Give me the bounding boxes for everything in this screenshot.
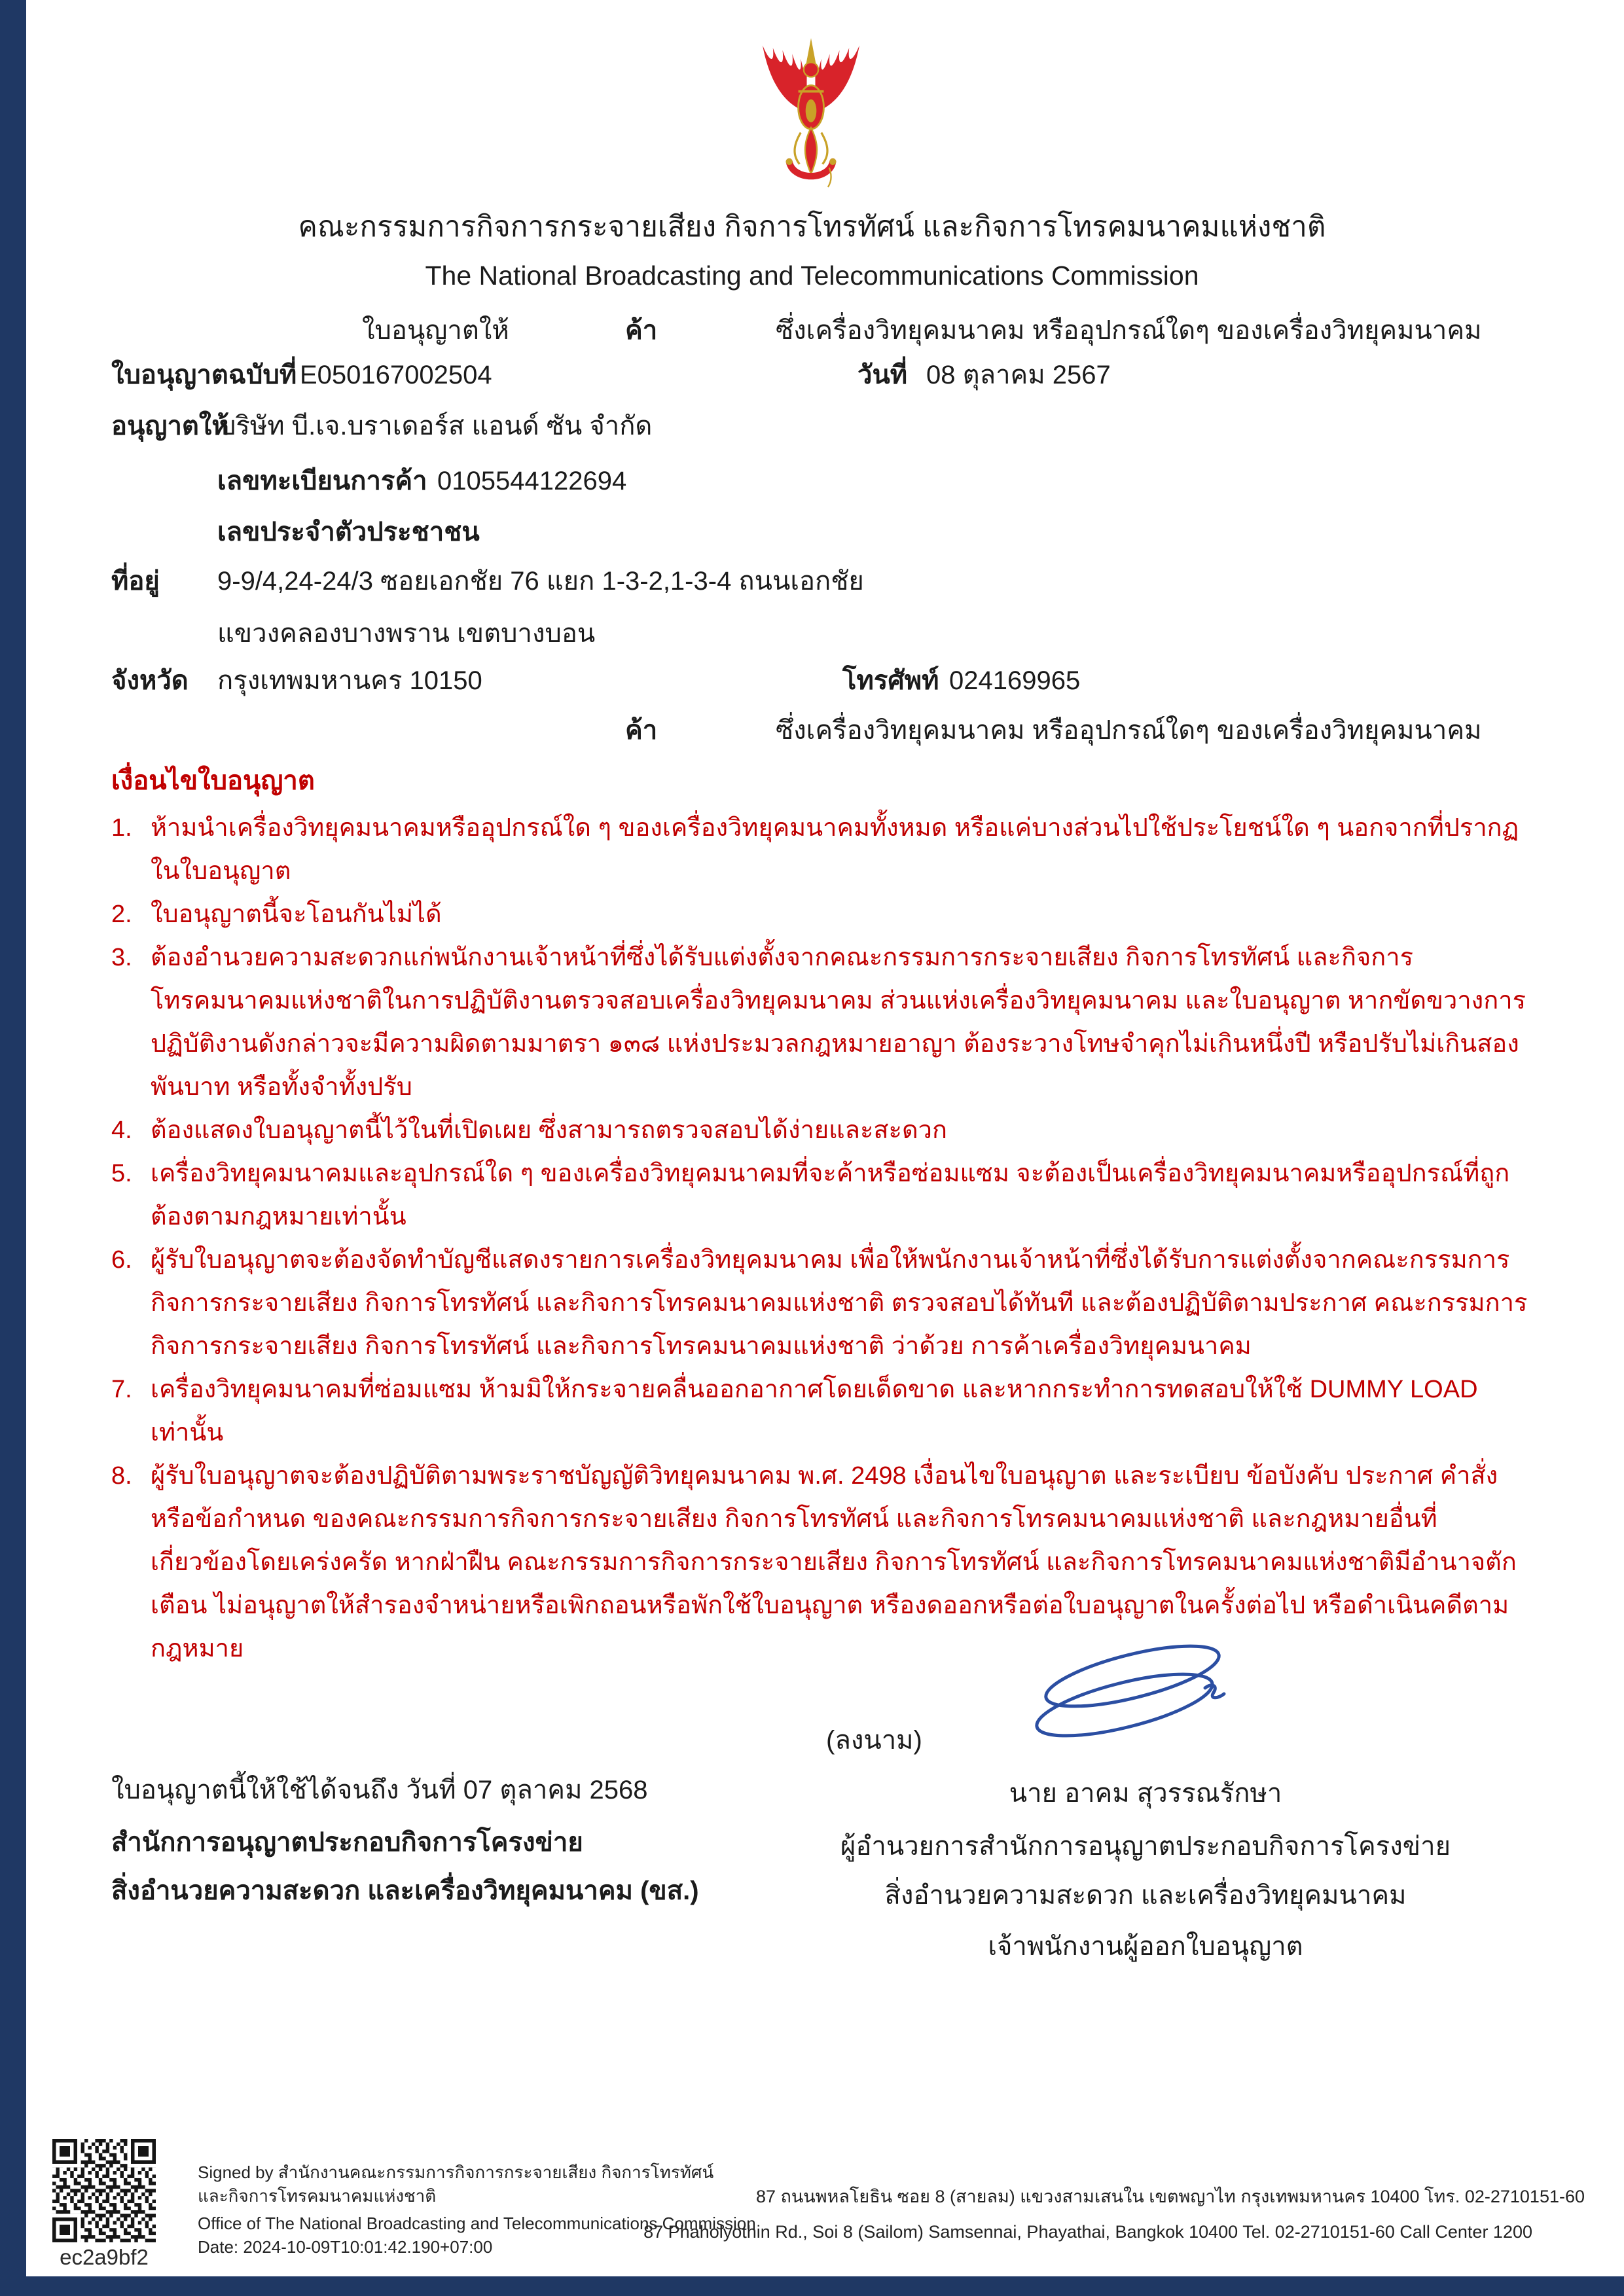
condition-text: เครื่องวิทยุคมนาคมและอุปกรณ์ใด ๆ ของเครื่องวิทยุคมนาคมที่จะค้าหรือซ่อมแซม จะต้องเป็นเครื่องวิทยุคมนาคมหรืออุปกรณ์ที่ถูกต้องตามกฎหมายเท่านั้น (151, 1160, 1510, 1230)
province-label: จังหวัด (111, 666, 189, 695)
trade-registration-label: เลขทะเบียนการค้า (217, 467, 427, 495)
condition-text: ผู้รับใบอนุญาตจะต้องปฏิบัติตามพระราชบัญญัติวิทยุคมนาคม พ.ศ. 2498 เงื่อนไขใบอนุญาต และระเบียบ ข้อบังคับ ประกาศ คำสั่ง หรือข้อกำหนด ของคณะกรรมการกิจการกระจายเสียง กิจการโทรทัศน์ และกิจการโทรคมนาคมแห่งชาติ และกฎหมายอื่นที่เกี่ยวข้องโดยเคร่งครัด หากฝ่าฝืน คณะกรรมการกิจการกระจายเสียง กิจการโทรทัศน์ และกิจการโทรคมนาคมแห่งชาติมีอำนาจตักเตือน ไม่อนุญาตให้สำรองจำหน่ายหรือเพิกถอนหรือพักใช้ใบอนุญาต หรืองดออกหรือต่อใบอนุญาตในครั้งต่อไป หรือดำเนินคดีตามกฎหมาย (151, 1462, 1517, 1662)
valid-until-text: ใบอนุญาตนี้ให้ใช้ได้จนถึง วันที่ 07 ตุลาคม 2568 (111, 1776, 648, 1804)
condition-text: ห้ามนำเครื่องวิทยุคมนาคมหรืออุปกรณ์ใด ๆ ของเครื่องวิทยุคมนาคมทั้งหมด หรือแค่บางส่วนไปใช้ประโยชน์ใด ๆ นอกจากที่ปรากฏในใบอนุญาต (151, 814, 1519, 885)
phone-label: โทรศัพท์ (842, 666, 939, 695)
condition-text: เครื่องวิทยุคมนาคมที่ซ่อมแซม ห้ามมิให้กระจายคลื่นออกอากาศโดยเด็ดขาด และหากกระทำการทดสอบให้ใช้ DUMMY LOAD เท่านั้น (151, 1376, 1478, 1446)
condition-item (111, 1368, 1532, 1454)
license-number-label: ใบอนุญาตฉบับที่ (111, 361, 297, 389)
license-action: ค้า (625, 316, 658, 345)
footer-address-th: 87 ถนนพหลโยธิน ซอย 8 (สายลม) แขวงสามเสนใน เขตพญาไท กรุงเทพมหานคร 10400 โทร. 02-2710151-60 (755, 2187, 1585, 2206)
signed-by-line1: Signed by สำนักงานคณะกรรมการกิจการกระจายเสียง กิจการโทรทัศน์ (198, 2162, 714, 2182)
address-line1: 9-9/4,24-24/3 ซอยเอกชัย 76 แยก 1-3-2,1-3-4 ถนนเอกชัย (217, 567, 864, 596)
condition-item (111, 1152, 1532, 1238)
org-title-en: The National Broadcasting and Telecommunications Commission (425, 260, 1199, 291)
issue-date-value: 08 ตุลาคม 2567 (926, 361, 1111, 389)
license-number-value: E050167002504 (300, 361, 492, 389)
qr-code (52, 2139, 156, 2242)
left-border (0, 0, 26, 2296)
issuing-office-line2: สิ่งอำนวยความสะดวก และเครื่องวิทยุคมนาคม (ขส.) (111, 1876, 699, 1905)
condition-number: 7. (111, 1376, 132, 1403)
condition-text: ใบอนุญาตนี้จะโอนกันไม่ได้ (151, 901, 442, 928)
condition-number: 2. (111, 901, 132, 928)
trade-registration-value: 0105544122694 (437, 467, 627, 495)
bottom-border (0, 2276, 1624, 2296)
sign-label: (ลงนาม) (826, 1726, 922, 1755)
condition-item (111, 1109, 1532, 1152)
address-line2: แขวงคลองบางพราน เขตบางบอน (217, 619, 596, 648)
condition-item (111, 893, 1532, 936)
garuda-emblem (738, 34, 884, 192)
address-label: ที่อยู่ (111, 567, 160, 596)
signer-title-1: ผู้อำนวยการสำนักการอนุญาตประกอบกิจการโครงข่าย (840, 1832, 1451, 1861)
signed-date: Date: 2024-10-09T10:01:42.190+07:00 (198, 2237, 493, 2257)
condition-number: 8. (111, 1462, 132, 1490)
condition-item (111, 936, 1532, 1109)
condition-text: ต้องอำนวยความสะดวกแก่พนักงานเจ้าหน้าที่ซึ่งได้รับแต่งตั้งจากคณะกรรมการกระจายเสียง กิจการโทรทัศน์ และกิจการโทรคมนาคมแห่งชาติในการปฏิบัติงานตรวจสอบเครื่องวิทยุคมนาคม ส่วนแห่งเครื่องวิทยุคมนาคม และใบอนุญาต หากขัดขวางการปฏิบัติงานดังกล่าวจะมีความผิดตามมาตรา ๑๓๘ แห่งประมวลกฎหมายอาญา ต้องระวางโทษจำคุกไม่เกินหนึ่งปี หรือปรับไม่เกินสองพันบาท หรือทั้งจำทั้งปรับ (151, 944, 1526, 1101)
condition-item (111, 1238, 1532, 1368)
trade-action-label: ค้า (625, 716, 658, 745)
office-name-en: Office of The National Broadcasting and Telecommunications Commission (198, 2214, 756, 2233)
condition-number: 6. (111, 1246, 132, 1274)
license-grant-label: ใบอนุญาตให้ (362, 316, 509, 345)
condition-text: ต้องแสดงใบอนุญาตนี้ไว้ในที่เปิดเผย ซึ่งสามารถตรวจสอบได้ง่ายและสะดวก (151, 1117, 947, 1144)
province-value: กรุงเทพมหานคร 10150 (217, 666, 482, 695)
conditions-list (111, 806, 1532, 1670)
signed-by-line2: และกิจการโทรคมนาคมแห่งชาติ (198, 2186, 437, 2206)
condition-number: 1. (111, 814, 132, 842)
condition-item (111, 806, 1532, 893)
condition-item (111, 1454, 1532, 1670)
condition-text: ผู้รับใบอนุญาตจะต้องจัดทำบัญชีแสดงรายการเครื่องวิทยุคมนาคม เพื่อให้พนักงานเจ้าหน้าที่ซึ่งได้รับการแต่งตั้งจากคณะกรรมการกิจการกระจายเสียง กิจการโทรทัศน์ และกิจการโทรคมนาคมแห่งชาติ ตรวจสอบได้ทันที และต้องปฏิบัติตามประกาศ คณะกรรมการกิจการกระจายเสียง กิจการโทรทัศน์ และกิจการโทรคมนาคมแห่งชาติ ว่าด้วย การค้าเครื่องวิทยุคมนาคม (151, 1246, 1528, 1360)
licensee-value: บริษัท บี.เจ.บราเดอร์ส แอนด์ ซัน จำกัด (219, 412, 653, 440)
license-object: ซึ่งเครื่องวิทยุคมนาคม หรืออุปกรณ์ใดๆ ของเครื่องวิทยุคมนาคม (776, 316, 1482, 345)
footer-address-en: 87 Phaholyothin Rd., Soi 8 (Sailom) Samsennai, Phayathai, Bangkok 10400 Tel. 02-2710151-60 Call Center 1200 (643, 2222, 1532, 2242)
org-title-th: คณะกรรมการกิจการกระจายเสียง กิจการโทรทัศน์ และกิจการโทรคมนาคมแห่งชาติ (298, 211, 1326, 243)
licensee-label: อนุญาตให้ (111, 412, 229, 440)
citizen-id-label: เลขประจำตัวประชาชน (217, 518, 480, 547)
signer-title-3: เจ้าพนักงานผู้ออกใบอนุญาต (988, 1932, 1303, 1961)
trade-action-object: ซึ่งเครื่องวิทยุคมนาคม หรืออุปกรณ์ใดๆ ของเครื่องวิทยุคมนาคม (776, 716, 1482, 745)
qr-code-id: ec2a9bf2 (60, 2245, 149, 2269)
condition-number: 3. (111, 944, 132, 971)
conditions-title: เงื่อนไขใบอนุญาต (111, 766, 315, 795)
phone-value: 024169965 (949, 666, 1081, 695)
issue-date-label: วันที่ (857, 361, 908, 389)
signer-name: นาย อาคม สุวรรณรักษา (1009, 1779, 1282, 1808)
issuing-office-line1: สำนักการอนุญาตประกอบกิจการโครงข่าย (111, 1828, 583, 1857)
condition-number: 5. (111, 1160, 132, 1187)
signature-stroke (1018, 1640, 1240, 1744)
condition-number: 4. (111, 1117, 132, 1144)
signer-title-2: สิ่งอำนวยความสะดวก และเครื่องวิทยุคมนาคม (884, 1881, 1407, 1910)
